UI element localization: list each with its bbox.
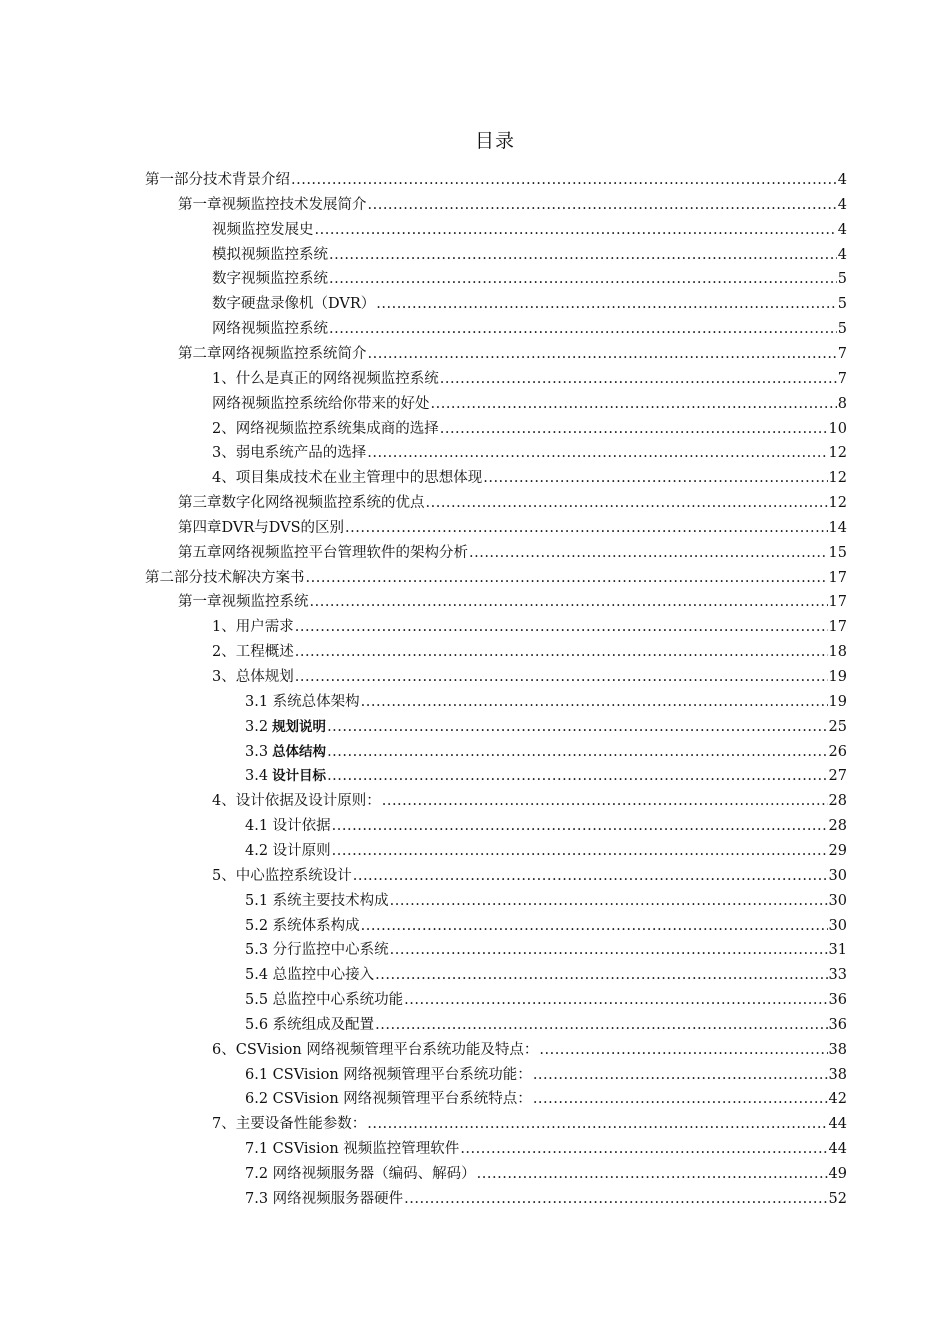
dot-leader [382, 789, 828, 814]
toc-row[interactable] [0, 367, 950, 392]
toc-entry-label: 4.1 设计依据 [245, 818, 331, 834]
dot-leader [426, 491, 828, 516]
toc-page-number: 4 [837, 197, 847, 213]
dot-leader [345, 516, 828, 541]
dot-leader [390, 889, 828, 914]
toc-row[interactable] [0, 441, 950, 466]
toc-entry-label: 项目集成技术在业主管理中的思想体现 [235, 470, 483, 486]
toc-page-number: 30 [828, 868, 847, 884]
toc-row[interactable] [0, 516, 950, 541]
dot-leader [390, 938, 828, 963]
toc-row[interactable] [0, 615, 950, 640]
toc-row[interactable] [0, 814, 950, 839]
dot-leader [353, 864, 828, 889]
toc-entry-label: 视频监控技术发展简介 [221, 197, 367, 213]
toc-row[interactable] [0, 938, 950, 963]
toc-row[interactable] [0, 1162, 950, 1187]
dot-leader [404, 988, 827, 1013]
dot-leader [477, 1162, 828, 1187]
toc-page-number: 12 [828, 495, 847, 511]
toc-page-number: 10 [828, 421, 847, 437]
toc-entry-label: 数字视频监控系统 [212, 271, 328, 287]
toc-entry-label: 技术背景介绍 [203, 172, 290, 188]
toc-page-number: 44 [828, 1141, 847, 1157]
toc-entry-label: 技术解决方案书 [203, 570, 305, 586]
dot-leader [483, 466, 827, 491]
toc-page-number: 36 [828, 1017, 847, 1033]
toc-row[interactable] [0, 243, 950, 268]
toc-entry-number: 3.2 [245, 719, 269, 735]
dot-leader [315, 218, 837, 243]
toc-entry-label: 5.4 总监控中心接入 [245, 967, 375, 983]
dot-leader [361, 690, 828, 715]
toc-row[interactable] [0, 789, 950, 814]
toc-entry-label: 3.1 系统总体架构 [245, 694, 360, 710]
dot-leader [332, 839, 828, 864]
toc-row[interactable] [0, 1087, 950, 1112]
toc-row[interactable] [0, 267, 950, 292]
toc-entry-label: 5.2 系统体系构成 [245, 918, 360, 934]
toc-entry-label: 网络视频监控系统集成商的选择 [235, 421, 439, 437]
toc-entry-label: 7.2 网络视频服务器（编码、解码） [245, 1166, 476, 1182]
toc-entry-label: DVR与DVS的区别 [221, 520, 345, 536]
toc-entry-number: 第二部分 [145, 570, 203, 586]
toc-entry-label: 总体结构 [272, 744, 327, 760]
toc-entry-label: 7.3 网络视频服务器硬件 [245, 1191, 404, 1207]
toc-title: 目录 [474, 130, 515, 152]
toc-entry-label: 设计目标 [272, 768, 327, 784]
dot-leader [533, 1063, 828, 1088]
toc-row[interactable] [0, 491, 950, 516]
toc-entry-label: 2、工程概述 [212, 644, 294, 660]
toc-row[interactable] [0, 889, 950, 914]
dot-leader [310, 590, 828, 615]
toc-entry-number: 1、 [212, 371, 236, 387]
toc-page-number: 33 [828, 967, 847, 983]
toc-entry-number: 2、 [212, 421, 236, 437]
toc-row[interactable] [0, 1137, 950, 1162]
toc-entry-label: 规划说明 [272, 719, 327, 735]
toc-row[interactable] [0, 764, 950, 789]
toc-entry-label: 弱电系统产品的选择 [235, 445, 367, 461]
toc-page-number: 26 [828, 744, 847, 760]
dot-leader [367, 441, 827, 466]
toc-page-number: 12 [828, 445, 847, 461]
toc-page-number: 15 [828, 545, 847, 561]
toc-page-number: 31 [828, 942, 847, 958]
toc-row[interactable] [0, 1063, 950, 1088]
toc-row[interactable] [0, 541, 950, 566]
toc-row[interactable] [0, 963, 950, 988]
toc-entry-label: 5.6 系统组成及配置 [245, 1017, 375, 1033]
toc-page-number: 27 [828, 768, 847, 784]
toc-page-number: 30 [828, 893, 847, 909]
toc-page-number: 17 [828, 594, 847, 610]
dot-leader [440, 367, 837, 392]
toc-row[interactable] [0, 417, 950, 442]
toc-page-number: 5 [837, 271, 847, 287]
toc-entry-number: 3.3 [245, 744, 269, 760]
toc-entry-number: 第二章 [178, 346, 222, 362]
toc-page-number: 30 [828, 918, 847, 934]
toc-entry-label: 什么是真正的网络视频监控系统 [235, 371, 439, 387]
toc-row[interactable] [0, 914, 950, 939]
toc-entry-label: 网络视频监控系统简介 [221, 346, 367, 362]
toc-row[interactable] [0, 392, 950, 417]
toc-row[interactable] [0, 168, 950, 193]
toc-entry-number: 第一部分 [145, 172, 203, 188]
toc-row[interactable] [0, 1038, 950, 1063]
toc-entry-label: 3、总体规划 [212, 669, 294, 685]
toc-page-number: 28 [828, 793, 847, 809]
toc-page-number: 4 [837, 222, 847, 238]
toc-entry-label: 数字化网络视频监控系统的优点 [221, 495, 425, 511]
toc-entry-label: 5.1 系统主要技术构成 [245, 893, 389, 909]
dot-leader [368, 342, 837, 367]
toc-entry-label: 模拟视频监控系统 [212, 247, 328, 263]
toc-page-number: 7 [837, 346, 847, 362]
toc-entry-label: 4.2 设计原则 [245, 843, 331, 859]
toc-row[interactable] [0, 665, 950, 690]
toc-page-number: 38 [828, 1042, 847, 1058]
dot-leader [295, 640, 828, 665]
toc-entry-label: 1、用户需求 [212, 619, 294, 635]
dot-leader [469, 541, 828, 566]
toc-row[interactable] [0, 640, 950, 665]
toc-entry-label: 6、CSVision 网络视频管理平台系统功能及特点： [212, 1042, 539, 1058]
toc-row[interactable] [0, 988, 950, 1013]
toc-entry-number: 4、 [212, 470, 236, 486]
toc-page-number: 28 [828, 818, 847, 834]
toc-row[interactable] [0, 566, 950, 591]
toc-entry-number: 3.4 [245, 768, 269, 784]
toc-page-number: 29 [828, 843, 847, 859]
toc-entry-label: 视频监控系统 [221, 594, 309, 610]
dot-leader [306, 566, 828, 591]
toc-page-number: 4 [837, 172, 847, 188]
toc-entry-label: 7、主要设备性能参数： [212, 1116, 367, 1132]
toc-row[interactable] [0, 1112, 950, 1137]
toc-entry-label: 网络视频监控平台管理软件的架构分析 [221, 545, 468, 561]
toc-page-number: 19 [828, 694, 847, 710]
dot-leader [404, 1187, 827, 1212]
toc-entry-label: 4、设计依据及设计原则： [212, 793, 381, 809]
toc-page-number: 5 [837, 296, 847, 312]
toc-entry-number: 第一章 [178, 197, 222, 213]
dot-leader [327, 764, 827, 789]
dot-leader [329, 243, 837, 268]
toc-row[interactable] [0, 690, 950, 715]
dot-leader [291, 168, 837, 193]
dot-leader [539, 1038, 827, 1063]
toc-page-number: 7 [837, 371, 847, 387]
dot-leader [361, 914, 828, 939]
toc-row[interactable] [0, 590, 950, 615]
toc-row[interactable] [0, 1013, 950, 1038]
toc-page-number: 12 [828, 470, 847, 486]
toc-entry-label: 5、中心监控系统设计 [212, 868, 352, 884]
toc-entry-number: 第四章 [178, 520, 222, 536]
toc-entry-number: 第一章 [178, 594, 222, 610]
dot-leader [460, 1137, 827, 1162]
toc-row[interactable] [0, 715, 950, 740]
toc-page-number: 25 [828, 719, 847, 735]
toc-page-number: 4 [837, 247, 847, 263]
toc-page-number: 38 [828, 1067, 847, 1083]
toc-entry-number: 3、 [212, 445, 236, 461]
dot-leader [295, 665, 828, 690]
dot-leader [375, 1013, 827, 1038]
toc-row[interactable] [0, 218, 950, 243]
toc-row[interactable] [0, 839, 950, 864]
toc-page-number: 8 [837, 396, 847, 412]
toc-row[interactable] [0, 193, 950, 218]
dot-leader [367, 1112, 827, 1137]
toc-entry-label: 5.5 总监控中心系统功能 [245, 992, 404, 1008]
toc-entry-label: 5.3 分行监控中心系统 [245, 942, 389, 958]
toc-page-number: 17 [828, 619, 847, 635]
toc-entry-label: 网络视频监控系统 [212, 321, 328, 337]
toc-entry-label: 网络视频监控系统给你带来的好处 [212, 396, 430, 412]
toc-page-number: 36 [828, 992, 847, 1008]
dot-leader [533, 1087, 828, 1112]
dot-leader [368, 193, 837, 218]
dot-leader [375, 963, 827, 988]
toc-entry-number: 第五章 [178, 545, 222, 561]
toc-page-number: 19 [828, 669, 847, 685]
toc-entry-label: 视频监控发展史 [212, 222, 314, 238]
toc-page-number: 52 [828, 1191, 847, 1207]
toc-page-number: 5 [837, 321, 847, 337]
toc-page-number: 44 [828, 1116, 847, 1132]
toc-page-number: 14 [828, 520, 847, 536]
toc-page-number: 49 [828, 1166, 847, 1182]
toc-entry-label: 6.1 CSVision 网络视频管理平台系统功能： [245, 1067, 532, 1083]
toc-row[interactable] [0, 292, 950, 317]
toc-row[interactable] [0, 317, 950, 342]
toc-row[interactable] [0, 466, 950, 491]
dot-leader [327, 740, 827, 765]
dot-leader [329, 317, 837, 342]
dot-leader [431, 392, 837, 417]
dot-leader [327, 715, 827, 740]
toc-row[interactable] [0, 1187, 950, 1212]
toc-entry-label: 6.2 CSVision 网络视频管理平台系统特点： [245, 1091, 532, 1107]
dot-leader [332, 814, 828, 839]
dot-leader [376, 292, 837, 317]
toc-entry-number: 第三章 [178, 495, 222, 511]
toc-page-number: 42 [828, 1091, 847, 1107]
dot-leader [295, 615, 828, 640]
toc-entry-label: 数字硬盘录像机（DVR） [212, 296, 376, 312]
toc-page-number: 17 [828, 570, 847, 586]
toc-row[interactable] [0, 740, 950, 765]
toc-row[interactable] [0, 342, 950, 367]
dot-leader [329, 267, 837, 292]
toc-row[interactable] [0, 864, 950, 889]
toc-entry-label: 7.1 CSVision 视频监控管理软件 [245, 1141, 460, 1157]
toc-page-number: 18 [828, 644, 847, 660]
dot-leader [440, 417, 828, 442]
